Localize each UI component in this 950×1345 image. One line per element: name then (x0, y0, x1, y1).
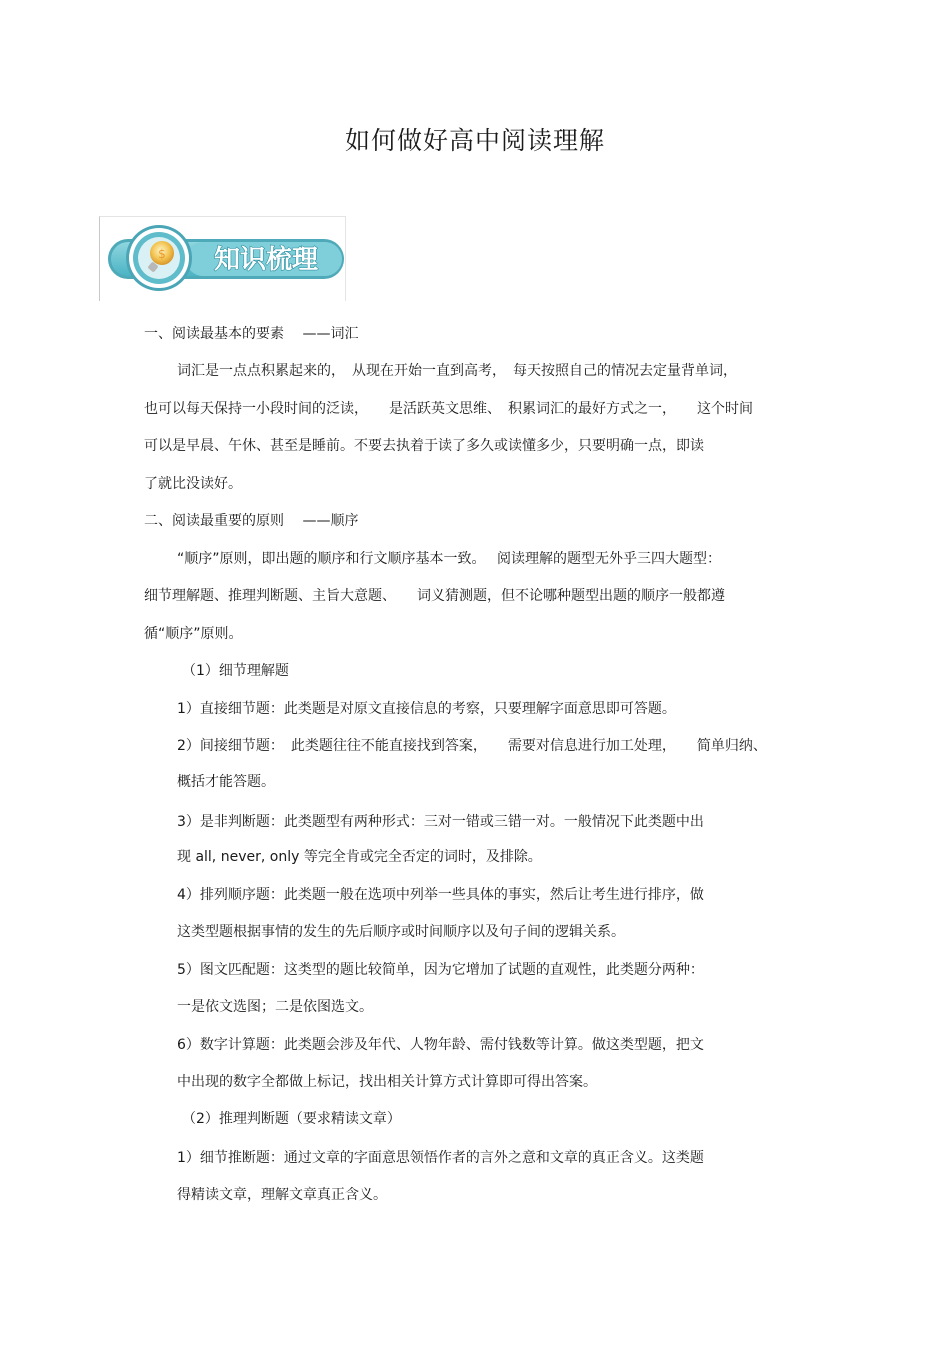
paragraph-line: 细节理解题、推理判断题、主旨大意题、 词义猜测题，但不论哪种题型出题的顺序一般都遵 (144, 588, 725, 604)
page-title: 如何做好高中阅读理解 (344, 126, 605, 155)
list-item: 3）是非判断题：此类题型有两种形式：三对一错或三错一对。一般情况下此类题中出 (177, 814, 704, 830)
list-item: 5）图文匹配题：这类型的题比较简单，因为它增加了试题的直观性，此类题分两种： (177, 962, 704, 978)
list-item: 1）细节推断题：通过文章的字面意思领悟作者的言外之意和文章的真正含义。这类题 (177, 1150, 704, 1166)
list-item-continuation: 一是依文选图；二是依图选文。 (177, 999, 373, 1015)
list-item: 2）间接细节题： 此类题往往不能直接找到答案， 需要对信息进行加工处理， 简单归纳、 (177, 738, 767, 754)
paragraph-line: 了就比没读好。 (144, 476, 242, 492)
list-item: 6）数字计算题：此类题会涉及年代、人物年龄、需付钱数等计算。做这类型题，把文 (177, 1037, 704, 1053)
banner-label: 知识梳理 (213, 245, 319, 275)
paragraph-line: 也可以每天保持一小段时间的泛读， 是活跃英文思维、 积累词汇的最好方式之一， 这个时间 (144, 401, 753, 417)
paragraph-line: 可以是早晨、午休、甚至是睡前。不要去执着于读了多久或读懂多少，只要明确一点，即读 (144, 438, 704, 454)
list-item: 1）直接细节题：此类题是对原文直接信息的考察，只要理解字面意思即可答题。 (177, 701, 676, 717)
svg-text:$: $ (158, 247, 166, 261)
paragraph-line: “顺序”原则，即出题的顺序和行文顺序基本一致。 阅读理解的题型无外乎三四大题型： (177, 551, 721, 567)
subsection-heading: （2）推理判断题（要求精读文章） (182, 1111, 401, 1127)
paragraph-line: 词汇是一点点积累起来的， 从现在开始一直到高考， 每天按照自己的情况去定量背单词， (177, 363, 737, 379)
knowledge-banner (99, 216, 346, 301)
list-item-continuation: 得精读文章，理解文章真正含义。 (177, 1187, 387, 1203)
section-heading: 一、阅读最基本的要素 ——词汇 (144, 326, 359, 342)
section-heading: 二、阅读最重要的原则 ——顺序 (144, 513, 359, 529)
list-item-continuation: 中出现的数字全都做上标记，找出相关计算方式计算即可得出答案。 (177, 1074, 597, 1090)
list-item-continuation: 概括才能答题。 (177, 774, 275, 790)
banner-graphic (100, 217, 345, 301)
list-item: 4）排列顺序题：此类题一般在选项中列举一些具体的事实，然后让考生进行排序，做 (177, 887, 704, 903)
list-item-continuation: 现 all, never, only 等完全肯或完全否定的词时，及排除。 (177, 849, 542, 865)
paragraph-line: 循“顺序”原则。 (144, 626, 243, 642)
subsection-heading: （1）细节理解题 (182, 663, 289, 679)
list-item-continuation: 这类型题根据事情的发生的先后顺序或时间顺序以及句子间的逻辑关系。 (177, 924, 625, 940)
